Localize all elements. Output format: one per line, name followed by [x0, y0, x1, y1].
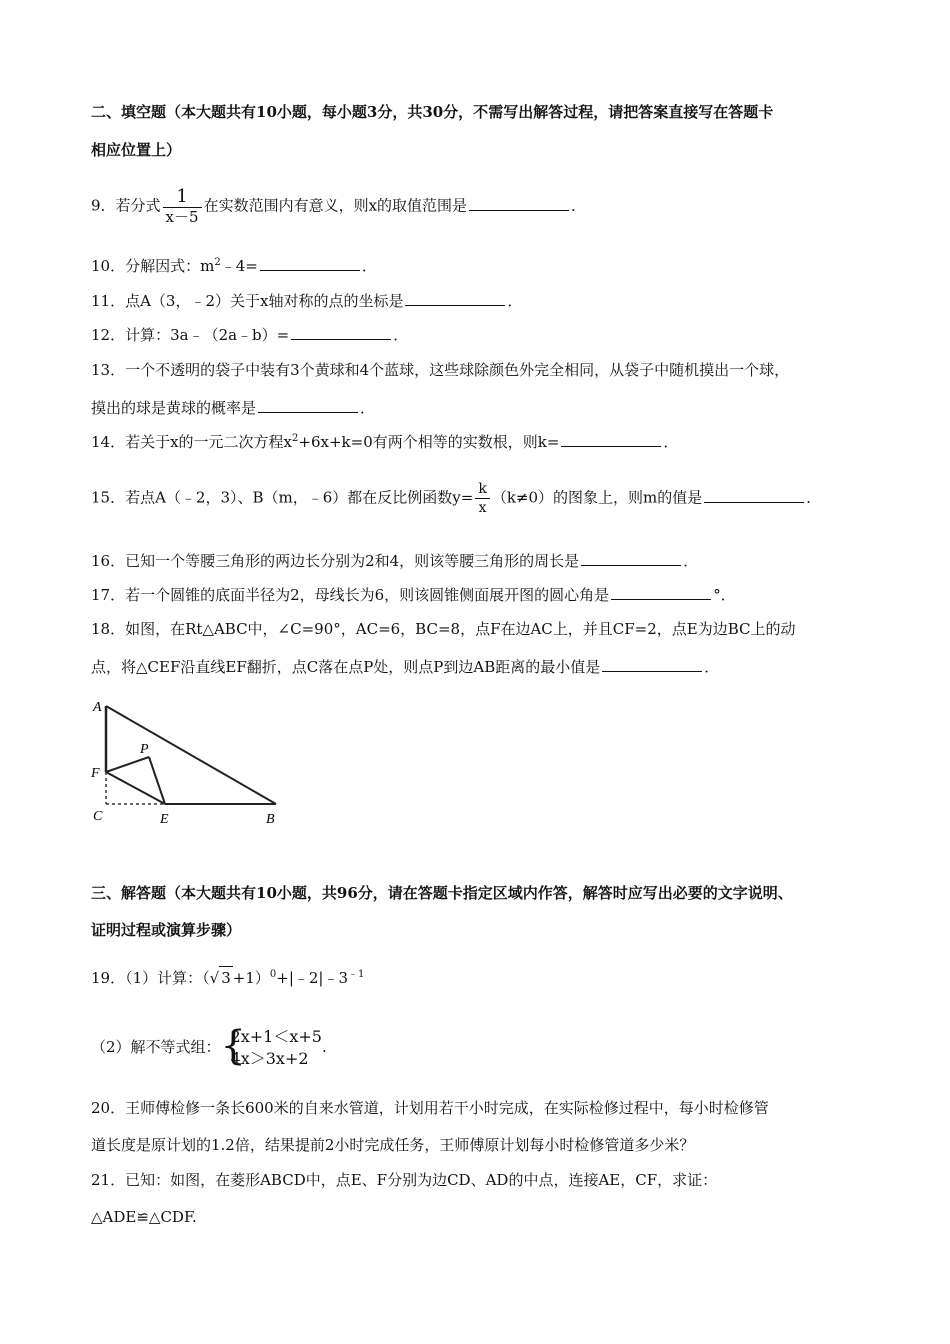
- question-15: [91, 480, 821, 517]
- label-C: C: [93, 809, 103, 824]
- brace-icon: {: [220, 1023, 246, 1069]
- question-9: [91, 187, 586, 226]
- q15-fraction: [475, 480, 489, 517]
- label-F: F: [91, 766, 100, 781]
- label-P: P: [140, 742, 149, 757]
- q14-answer-blank[interactable]: [561, 432, 661, 447]
- q15-numerator: k: [475, 480, 489, 499]
- q18-end: ．: [704, 658, 720, 676]
- question-19-part1: [91, 966, 364, 989]
- q12-answer-blank[interactable]: [291, 325, 391, 340]
- q9-denominator: x－5: [165, 208, 199, 226]
- question-11: [91, 290, 522, 312]
- q18-triangle-figure: [88, 694, 288, 829]
- q11-end: ．: [507, 292, 523, 310]
- q19-sqrt-arg: 3: [219, 966, 233, 989]
- q14-exponent: 2: [292, 433, 299, 444]
- question-13-line2: [91, 397, 375, 419]
- question-18-line2: [91, 656, 719, 678]
- q19-inequality-2: 4x＞3x+2: [230, 1049, 309, 1068]
- q19-part1-mid: +1）: [232, 969, 270, 987]
- q10-end: ．: [361, 257, 377, 275]
- q12-text: 12．计算：3a﹣（2a﹣b）=: [91, 326, 290, 344]
- q9-prefix: 9．若分式: [91, 196, 161, 215]
- section2-heading-line1: 二、填空题（本大题共有10小题，每小题3分，共30分，不需写出解答过程，请把答案直接写在答题卡: [91, 103, 774, 121]
- q14-prefix: 14．若关于x的一元二次方程x: [91, 433, 293, 451]
- question-17: [91, 584, 736, 606]
- q19-inequality-system: [220, 1023, 322, 1070]
- q17-end: °．: [713, 586, 736, 604]
- q16-end: ．: [683, 552, 699, 570]
- q10-prefix: 10．分解因式：m: [91, 257, 215, 275]
- q15-answer-blank[interactable]: [704, 488, 804, 503]
- q10-exponent: 2: [214, 257, 221, 268]
- q15-prefix: 15．若点A（﹣2，3）、B（m，﹣6）都在反比例函数y=: [91, 488, 474, 507]
- question-14: [91, 431, 678, 453]
- q19-exponent-neg1: ﹣1: [348, 969, 365, 980]
- question-16: [91, 550, 698, 572]
- q19-part2-end: .: [321, 1038, 327, 1056]
- segment-FP: [106, 757, 149, 772]
- q10-answer-blank[interactable]: [260, 256, 360, 271]
- q17-text: 17．若一个圆锥的底面半径为2，母线长为6，则该圆锥侧面展开图的圆心角是: [91, 586, 610, 604]
- section3-heading-line2: 证明过程或演算步骤）: [91, 921, 242, 939]
- q15-suffix: （k≠0）的图象上，则m的值是: [491, 488, 703, 507]
- q9-answer-blank[interactable]: [469, 196, 569, 211]
- q16-text: 16．已知一个等腰三角形的两边长分别为2和4，则该等腰三角形的周长是: [91, 552, 580, 570]
- q15-end: ．: [806, 488, 822, 507]
- q17-answer-blank[interactable]: [611, 585, 711, 600]
- q9-fraction: [163, 187, 202, 226]
- question-20-line1: 20．王师傅检修一条长600米的自来水管道，计划用若干小时完成，在实际检修过程中，每小时检修管: [91, 1099, 769, 1117]
- q9-suffix: 在实数范围内有意义，则x的取值范围是: [203, 196, 468, 215]
- q13-end: ．: [360, 399, 376, 417]
- q19-part1-tail: +|﹣2|﹣3: [276, 969, 349, 987]
- q19-exponent-zero: 0: [269, 969, 277, 980]
- q19-part2-prefix: （2）解不等式组：: [91, 1038, 221, 1056]
- q11-answer-blank[interactable]: [405, 291, 505, 306]
- sqrt-symbol: √: [209, 969, 220, 987]
- q16-answer-blank[interactable]: [581, 551, 681, 566]
- question-21-line1: 21．已知：如图，在菱形ABCD中，点E、F分别为边CD、AD的中点，连接AE，CF，求证：: [91, 1171, 718, 1189]
- segment-AB: [106, 706, 276, 804]
- question-20-line2: 道长度是原计划的1.2倍，结果提前2小时完成任务，王师傅原计划每小时检修管道多少米？: [91, 1136, 695, 1154]
- q11-text: 11．点A（3，﹣2）关于x轴对称的点的坐标是: [91, 292, 404, 310]
- q14-suffix: +6x+k=0有两个相等的实数根，则k=: [298, 433, 560, 451]
- q9-numerator: 1: [163, 187, 202, 208]
- q18-answer-blank[interactable]: [602, 657, 702, 672]
- question-12: [91, 324, 408, 346]
- q13-answer-blank[interactable]: [258, 398, 358, 413]
- q12-end: ．: [393, 326, 409, 344]
- question-13-line1: 13．一个不透明的袋子中装有3个黄球和4个蓝球，这些球除颜色外完全相同，从袋子中随机摸出一个球，: [91, 361, 790, 379]
- label-A: A: [93, 700, 102, 715]
- section2-heading-line2: 相应位置上）: [91, 141, 182, 159]
- q14-end: ．: [663, 433, 679, 451]
- label-B: B: [266, 812, 275, 827]
- question-19-part2: [91, 1023, 327, 1070]
- question-18-line1: 18．如图，在Rt△ABC中，∠C=90°，AC=6，BC=8，点F在边AC上，并且CF=2，点E为边BC上的动: [91, 620, 796, 638]
- q15-denominator: x: [478, 500, 487, 516]
- question-21-line2: △ADE≌△CDF.: [91, 1208, 197, 1226]
- q13-line2-text: 摸出的球是黄球的概率是: [91, 399, 257, 417]
- question-10: [91, 255, 377, 277]
- q19-inequality-1: 2x+1＜x+5: [230, 1027, 322, 1046]
- q18-line2-text: 点，将△CEF沿直线EF翻折，点C落在点P处，则点P到边AB距离的最小值是: [91, 658, 601, 676]
- label-E: E: [160, 812, 169, 827]
- q19-part1-prefix: 19．（1）计算：（: [91, 969, 210, 987]
- q10-suffix: ﹣4=: [220, 257, 258, 275]
- section3-heading-line1: 三、解答题（本大题共有10小题，共96分，请在答题卡指定区域内作答，解答时应写出必要的文字说明、: [91, 884, 793, 902]
- q9-end: ．: [571, 196, 587, 215]
